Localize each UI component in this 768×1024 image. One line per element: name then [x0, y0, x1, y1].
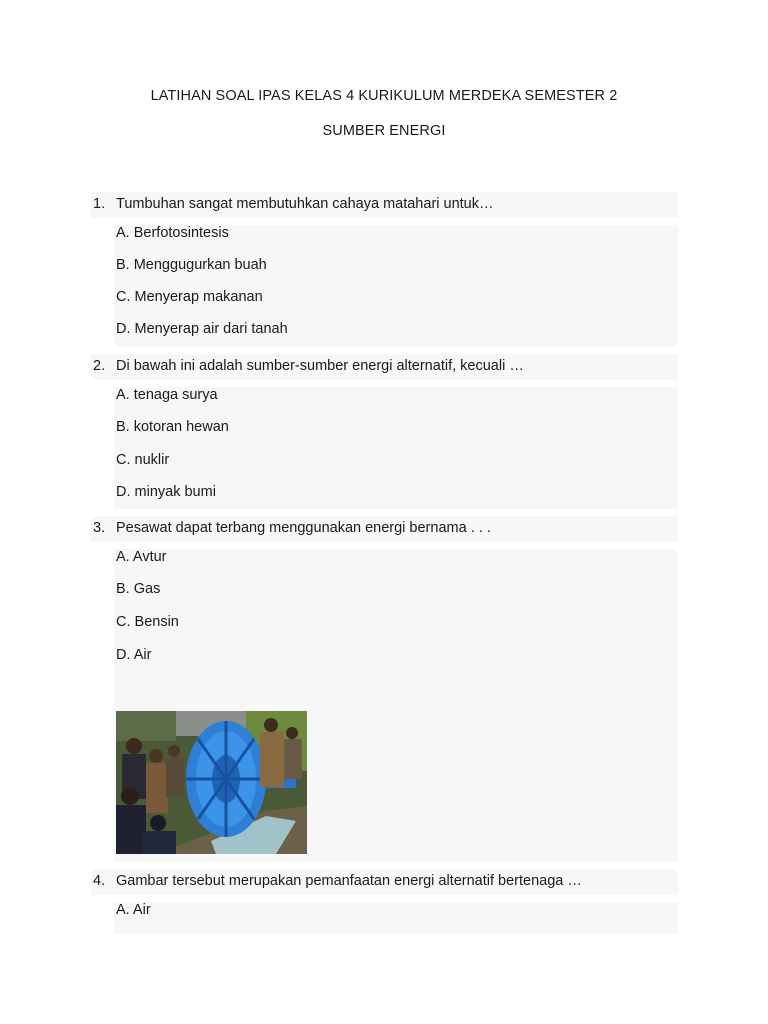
question-4-options [114, 902, 678, 934]
option-b: B. Menggugurkan buah [116, 257, 267, 273]
question-2-options [114, 387, 678, 509]
option-d: D. Air [116, 647, 152, 663]
question-1 [91, 192, 678, 218]
option-c: C. Bensin [116, 614, 179, 630]
question-1-options [114, 225, 678, 347]
question-number: 3. [93, 520, 106, 536]
option-b: B. Gas [116, 581, 161, 597]
option-b: B. kotoran hewan [116, 419, 229, 435]
question-3 [91, 516, 678, 542]
question-number: 4. [93, 873, 106, 889]
document-subtitle: SUMBER ENERGI [322, 123, 446, 139]
question-number: 1. [93, 196, 106, 212]
question-text: Di bawah ini adalah sumber-sumber energi alternatif, kecuali … [116, 358, 524, 374]
option-d: D. Menyerap air dari tanah [116, 321, 288, 337]
option-a: A. Avtur [116, 549, 167, 565]
document-title: LATIHAN SOAL IPAS KELAS 4 KURIKULUM MERDEKA SEMESTER 2 [150, 88, 618, 104]
water-wheel-photo [116, 711, 307, 854]
question-text: Tumbuhan sangat membutuhkan cahaya matahari untuk… [116, 196, 494, 212]
option-a: A. Berfotosintesis [116, 225, 229, 241]
question-number: 2. [93, 358, 106, 374]
question-4 [91, 869, 678, 895]
question-2 [91, 354, 678, 380]
question-text: Pesawat dapat terbang menggunakan energi bernama . . . [116, 520, 491, 536]
option-a: A. Air [116, 902, 151, 918]
option-d: D. minyak bumi [116, 484, 216, 500]
option-a: A. tenaga surya [116, 387, 218, 403]
option-c: C. nuklir [116, 452, 170, 468]
question-text: Gambar tersebut merupakan pemanfaatan energi alternatif bertenaga … [116, 873, 582, 889]
water-wheel-icon [116, 711, 307, 854]
option-c: C. Menyerap makanan [116, 289, 263, 305]
